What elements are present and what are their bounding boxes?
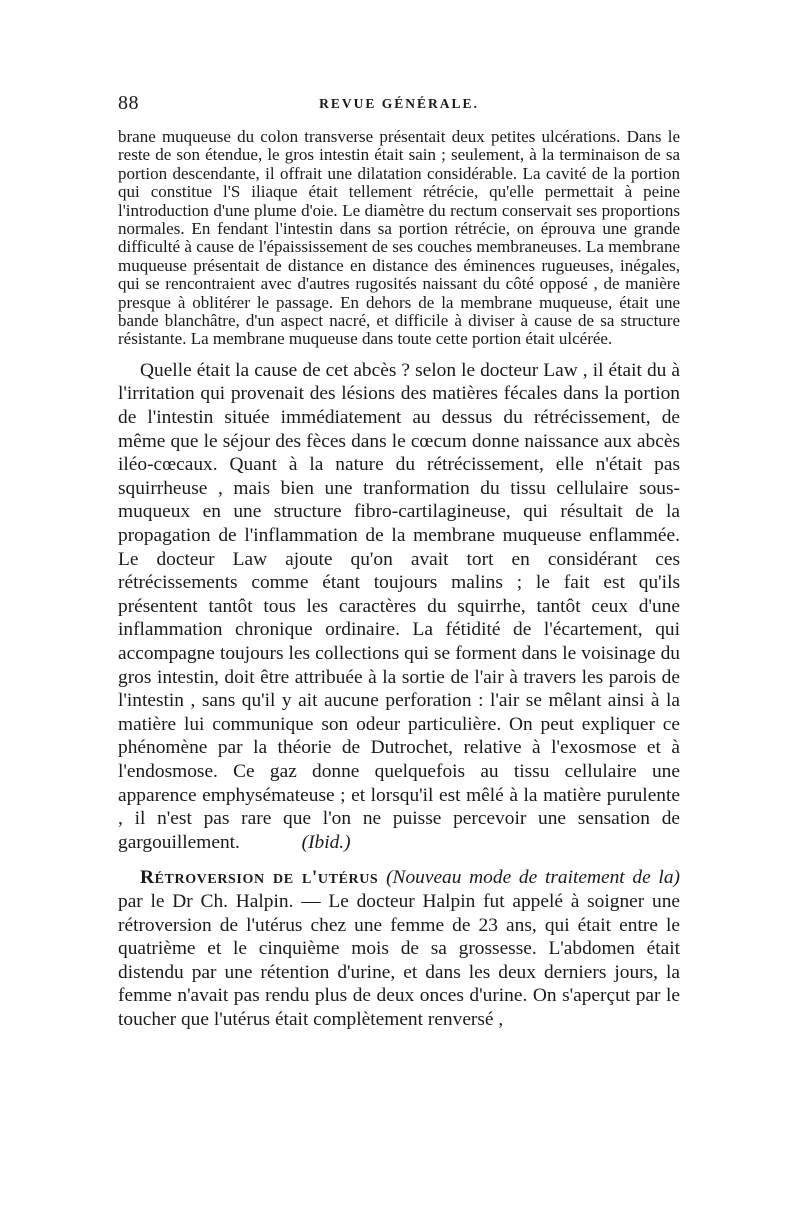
- section-body: par le Dr Ch. Halpin. — Le docteur Halpin fut appelé à soigner une rétroversion de l'utérus chez une femme de 23 ans, qui était entre le quatrième et le cinquième mois de sa grossesse. L'abdomen était distendu par une rétention d'urine, et dans les deux derniers jours, la femme n'avait pas rendu plus de deux onces d'urine. On s'aperçut par le toucher que l'utérus était complètement renversé ,: [118, 890, 680, 1030]
- running-head: REVUE GÉNÉRALE.: [319, 96, 479, 111]
- page-number: 88: [118, 92, 139, 114]
- paragraph-retroversion: [118, 866, 680, 1031]
- paragraph-discussion: [118, 359, 680, 854]
- book-page: [118, 92, 680, 1032]
- section-subtitle: (Nouveau mode de traitement de la): [386, 867, 680, 889]
- attribution-ibid: (Ibid.): [301, 831, 351, 853]
- paragraph-discussion-text: Quelle était la cause de cet abcès ? selon le docteur Law , il était du à l'irritation qui provenait des lésions des matières fécales dans la portion de l'intestin située immédiatement au dessus du rétrécissement, de même que le séjour des fèces dans le cœcum donne naissance aux abcès iléo-cœcaux. Quant à la nature du rétrécissement, elle n'était pas squirrheuse , mais bien une tranformation du tissu cellulaire sous-muqueux en une structure fibro-cartilagineuse, qui résultait de la propagation de l'inflammation de la membrane muqueuse enflammée. Le docteur Law ajoute qu'on avait tort en considérant ces rétrécissements comme étant toujours malins ; le fait est qu'ils présentent tantôt tous les caractères du squirrhe, tantôt ceux d'une inflammation chronique ordinaire. La fétidité de l'écartement, qui accompagne toujours les collections qui se forment dans le voisinage du gros intestin, doit être attribuée à la sortie de l'air à travers les parois de l'intestin , sans qu'il y ait aucune perforation : l'air se mêlant ainsi à la matière lui communique son odeur particulière. On peut expliquer ce phénomène par la théorie de Dutrochet, relative à l'exosmose et à l'endosmose. Ce gaz donne quelquefois au tissu cellulaire une apparence emphysémateuse ; et lorsqu'il est mêlé à la matière purulente , il n'est pas rare que l'on ne puisse percevoir une sensation de gargouillement.: [118, 359, 680, 853]
- paragraph-case-report: brane muqueuse du colon transverse présentait deux petites ulcérations. Dans le reste de son étendue, le gros intestin était sain ; seulement, à la terminaison de sa portion descendante, il offrait une dilatation considérable. La cavité de la portion qui constitue l'S iliaque était tellement rétrécie, qu'elle permettait à peine l'introduction d'une plume d'oie. Le diamètre du rectum conservait ses proportions normales. En fendant l'intestin dans sa portion rétrécie, on éprouva une grande difficulté à cause de l'épaississement de ses couches membraneuses. La membrane muqueuse présentait de distance en distance des éminences rugueuses, inégales, qui se rencontraient avec d'autres rugosités naissant du côté opposé , de manière presque à oblitérer le passage. En dehors de la membrane muqueuse, était une bande blanchâtre, d'un aspect nacré, et difficile à diviser à cause de sa structure résistante. La membrane muqueuse dans toute cette portion était ulcérée.: [118, 127, 680, 349]
- page-header: [118, 92, 680, 126]
- section-title: Rétroversion de l'utérus: [140, 867, 379, 889]
